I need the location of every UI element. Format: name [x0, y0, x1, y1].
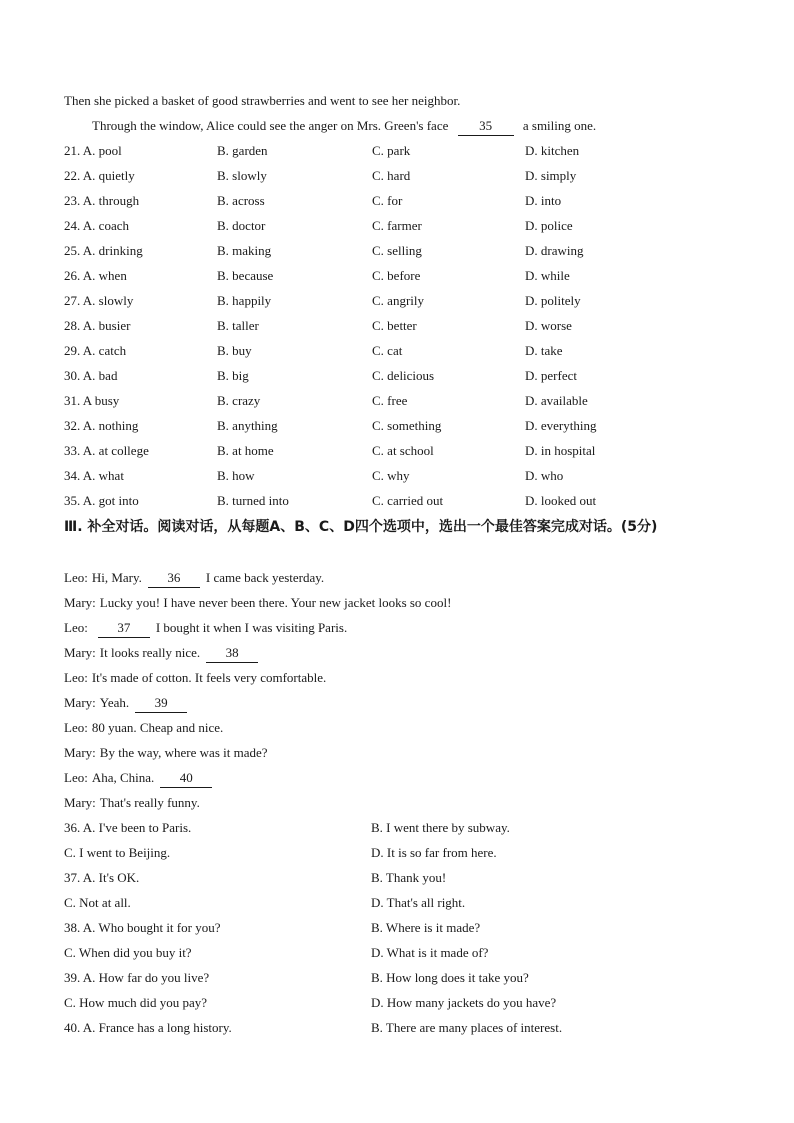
cloze-question-row	[64, 263, 744, 288]
dialogue-text: 80 yuan. Cheap and nice.	[91, 720, 224, 735]
cloze-question-row	[64, 438, 744, 463]
passage-line	[64, 113, 744, 138]
dialogue-text: That's really funny.	[99, 795, 200, 810]
option-left[interactable]: 37. A. It's OK.	[64, 870, 140, 885]
option-d[interactable]: D. into	[525, 193, 562, 208]
speaker-label: Mary:	[64, 795, 96, 810]
dialogue-text: By the way, where was it made?	[99, 745, 268, 760]
option-c[interactable]: C. before	[372, 268, 421, 283]
dialogue-line	[64, 715, 744, 740]
option-b[interactable]: B. garden	[217, 143, 268, 158]
dialogue-line	[64, 565, 744, 590]
option-left[interactable]: 38. A. Who bought it for you?	[64, 920, 221, 935]
option-a[interactable]: 30. A. bad	[64, 368, 118, 383]
speaker-label: Mary:	[64, 645, 96, 660]
option-d[interactable]: D. politely	[525, 293, 581, 308]
dialogue-option-row	[64, 890, 744, 915]
option-a[interactable]: 28. A. busier	[64, 318, 131, 333]
speaker-label: Mary:	[64, 745, 96, 760]
option-a[interactable]: 26. A. when	[64, 268, 127, 283]
cloze-question-row	[64, 138, 744, 163]
dialogue-line	[64, 665, 744, 690]
cloze-question-row	[64, 488, 744, 513]
option-d[interactable]: D. looked out	[525, 493, 597, 508]
dialogue-text: Lucky you! I have never been there. Your new jacket looks so cool!	[99, 595, 452, 610]
option-b[interactable]: B. anything	[217, 418, 278, 433]
speaker-label: Leo:	[64, 670, 88, 685]
dialogue-option-row	[64, 915, 744, 940]
option-left[interactable]: 36. A. I've been to Paris.	[64, 820, 192, 835]
option-a[interactable]: 25. A. drinking	[64, 243, 143, 258]
exam-page	[64, 88, 744, 1040]
option-left[interactable]: 39. A. How far do you live?	[64, 970, 210, 985]
option-b[interactable]: B. big	[217, 368, 249, 383]
option-d[interactable]: D. perfect	[525, 368, 577, 383]
dialogue-option-row	[64, 815, 744, 840]
option-d[interactable]: D. in hospital	[525, 443, 596, 458]
dialogue-text: It looks really nice.	[99, 645, 201, 660]
option-a[interactable]: 33. A. at college	[64, 443, 149, 458]
speaker-label: Leo:	[64, 620, 88, 635]
section-heading: Ⅲ. 补全对话。阅读对话，从每题A、B、C、D四个选项中，选出一个最佳答案完成对话。(5分)	[64, 519, 658, 535]
option-left[interactable]: 40. A. France has a long history.	[64, 1020, 232, 1035]
passage-text: Through the window, Alice could see the anger on Mrs. Green's face	[92, 118, 449, 133]
option-d[interactable]: D. who	[525, 468, 564, 483]
option-right[interactable]: D. That's all right.	[371, 895, 466, 910]
option-c[interactable]: C. cat	[372, 343, 403, 358]
option-b[interactable]: B. happily	[217, 293, 272, 308]
option-d[interactable]: D. available	[525, 393, 588, 408]
option-d[interactable]: D. take	[525, 343, 563, 358]
option-right[interactable]: B. Thank you!	[371, 870, 447, 885]
speaker-label: Mary:	[64, 595, 96, 610]
cloze-options-list	[64, 138, 744, 513]
option-d[interactable]: D. kitchen	[525, 143, 580, 158]
dialogue-option-row	[64, 840, 744, 865]
cloze-question-row	[64, 313, 744, 338]
option-d[interactable]: D. everything	[525, 418, 597, 433]
option-b[interactable]: B. making	[217, 243, 272, 258]
dialogue-text: Yeah.	[99, 695, 130, 710]
passage-line: Then she picked a basket of good strawberries and went to see her neighbor.	[64, 93, 461, 108]
option-left[interactable]: C. I went to Beijing.	[64, 845, 171, 860]
option-right[interactable]: B. How long does it take you?	[371, 970, 529, 985]
option-right[interactable]: B. I went there by subway.	[371, 820, 510, 835]
option-a[interactable]: 29. A. catch	[64, 343, 127, 358]
speaker-label: Leo:	[64, 770, 88, 785]
cloze-question-row	[64, 163, 744, 188]
option-b[interactable]: B. because	[217, 268, 274, 283]
dialogue-text: Aha, China.	[91, 770, 155, 785]
option-c[interactable]: C. carried out	[372, 493, 444, 508]
option-a[interactable]: 23. A. through	[64, 193, 140, 208]
option-b[interactable]: B. buy	[217, 343, 252, 358]
cloze-question-row	[64, 363, 744, 388]
option-c[interactable]: C. something	[372, 418, 442, 433]
dialogue-line	[64, 640, 744, 665]
dialogue-text: I bought it when I was visiting Paris.	[155, 620, 348, 635]
answer-blank: 35	[458, 117, 514, 136]
dialogue-option-row	[64, 965, 744, 990]
answer-blank: 39	[135, 694, 187, 713]
speaker-label: Leo:	[64, 720, 88, 735]
dialogue-line	[64, 765, 744, 790]
option-a[interactable]: 21. A. pool	[64, 143, 122, 158]
option-d[interactable]: D. worse	[525, 318, 572, 333]
option-left[interactable]: C. When did you buy it?	[64, 945, 192, 960]
dialogue-options-list	[64, 815, 744, 1040]
dialogue-line	[64, 615, 744, 640]
option-b[interactable]: B. how	[217, 468, 255, 483]
option-c[interactable]: C. farmer	[372, 218, 422, 233]
passage-text: a smiling one.	[522, 118, 597, 133]
option-b[interactable]: B. crazy	[217, 393, 261, 408]
option-c[interactable]: C. selling	[372, 243, 422, 258]
option-c[interactable]: C. better	[372, 318, 417, 333]
cloze-question-row	[64, 213, 744, 238]
dialogue-option-row	[64, 1015, 744, 1040]
option-a[interactable]: 32. A. nothing	[64, 418, 139, 433]
option-c[interactable]: C. why	[372, 468, 410, 483]
dialogue-option-row	[64, 940, 744, 965]
option-d[interactable]: D. police	[525, 218, 573, 233]
option-b[interactable]: B. at home	[217, 443, 274, 458]
option-right[interactable]: D. It is so far from here.	[371, 845, 497, 860]
dialogue-line	[64, 790, 744, 815]
cloze-question-row	[64, 188, 744, 213]
option-right[interactable]: B. Where is it made?	[371, 920, 481, 935]
option-right[interactable]: B. There are many places of interest.	[371, 1020, 563, 1035]
dialogue-line	[64, 690, 744, 715]
dialogue	[64, 565, 744, 815]
option-b[interactable]: B. taller	[217, 318, 259, 333]
option-d[interactable]: D. simply	[525, 168, 577, 183]
dialogue-line	[64, 740, 744, 765]
option-a[interactable]: 35. A. got into	[64, 493, 139, 508]
cloze-question-row	[64, 288, 744, 313]
option-c[interactable]: C. hard	[372, 168, 411, 183]
option-d[interactable]: D. drawing	[525, 243, 584, 258]
option-c[interactable]: C. angrily	[372, 293, 424, 308]
option-a[interactable]: 31. A busy	[64, 393, 120, 408]
dialogue-text: Hi, Mary.	[91, 570, 142, 585]
dialogue-option-row	[64, 865, 744, 890]
cloze-question-row	[64, 388, 744, 413]
dialogue-option-row	[64, 990, 744, 1015]
cloze-question-row	[64, 238, 744, 263]
option-b[interactable]: B. slowly	[217, 168, 267, 183]
option-c[interactable]: C. delicious	[372, 368, 435, 383]
option-a[interactable]: 34. A. what	[64, 468, 124, 483]
dialogue-text: I came back yesterday.	[205, 570, 325, 585]
option-right[interactable]: D. How many jackets do you have?	[371, 995, 557, 1010]
dialogue-text: It's made of cotton. It feels very comfortable.	[91, 670, 327, 685]
option-c[interactable]: C. park	[372, 143, 411, 158]
answer-blank: 40	[160, 769, 212, 788]
cloze-question-row	[64, 413, 744, 438]
dialogue-line	[64, 590, 744, 615]
option-b[interactable]: B. turned into	[217, 493, 289, 508]
option-c[interactable]: C. free	[372, 393, 408, 408]
option-left[interactable]: C. Not at all.	[64, 895, 131, 910]
option-c[interactable]: C. at school	[372, 443, 434, 458]
option-b[interactable]: B. across	[217, 193, 265, 208]
option-b[interactable]: B. doctor	[217, 218, 266, 233]
speaker-label: Leo:	[64, 570, 88, 585]
option-a[interactable]: 22. A. quietly	[64, 168, 135, 183]
option-right[interactable]: D. What is it made of?	[371, 945, 489, 960]
answer-blank: 37	[98, 619, 150, 638]
option-a[interactable]: 27. A. slowly	[64, 293, 134, 308]
answer-blank: 36	[148, 569, 200, 588]
cloze-question-row	[64, 463, 744, 488]
option-left[interactable]: C. How much did you pay?	[64, 995, 207, 1010]
speaker-label: Mary:	[64, 695, 96, 710]
option-c[interactable]: C. for	[372, 193, 403, 208]
option-d[interactable]: D. while	[525, 268, 570, 283]
option-a[interactable]: 24. A. coach	[64, 218, 129, 233]
answer-blank: 38	[206, 644, 258, 663]
cloze-question-row	[64, 338, 744, 363]
